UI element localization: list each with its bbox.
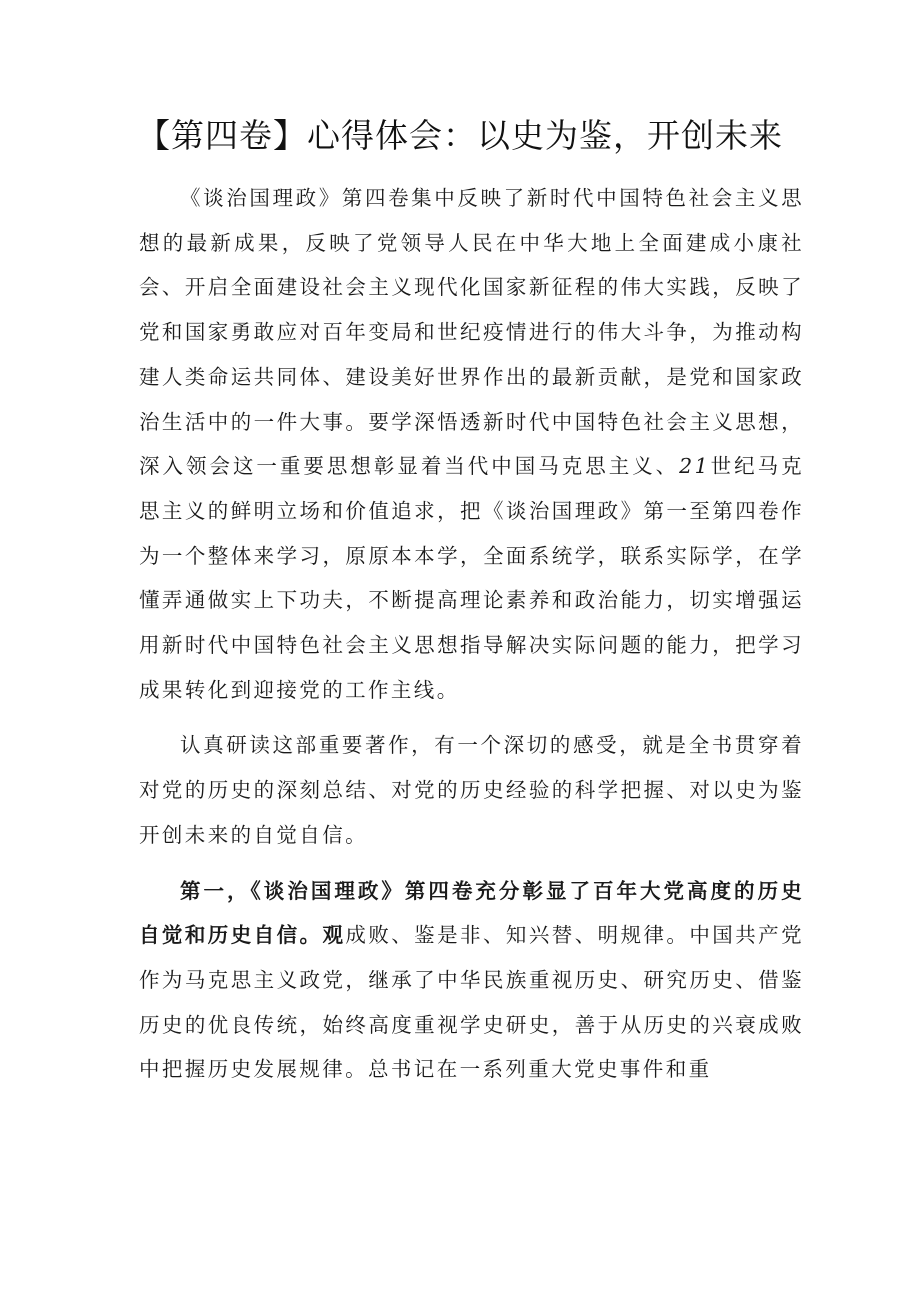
paragraph-3-text: 成败、鉴是非、知兴替、明规律。中国共产党作为马克思主义政党，继承了中华民族重视历史、研究历史、借鉴历史的优良传统，始终高度重视学史研史，善于从历史的兴衰成败中把握历史发展规律。总书记在一系列重大党史事件和重	[139, 923, 804, 1082]
paragraph-1-number: 21	[679, 454, 711, 479]
paragraph-2-text: 认真研读这部重要著作，有一个深切的感受，就是全书贯穿着对党的历史的深刻总结、对党的历史经验的科学把握、对以史为鉴开创未来的自觉自信。	[139, 733, 804, 847]
paragraph-3	[139, 869, 804, 1093]
paragraph-1-text-a: 《谈治国理政》第四卷集中反映了新时代中国特色社会主义思想的最新成果，反映了党领导人民在中华大地上全面建成小康社会、开启全面建设社会主义现代化国家新征程的伟大实践，反映了党和国家勇敢应对百年变局和世纪疫情进行的伟大斗争，为推动构建人类命运共同体、建设美好世界作出的最新贡献，是党和国家政治生活中的一件大事。要学深悟透新时代中国特色社会主义思想，深入领会这一重要思想彰显着当代中国马克思主义、	[139, 186, 804, 479]
paragraph-1-text-b: 世纪马克思主义的鲜明立场和价值追求，把《谈治国理政》第一至第四卷作为一个整体来学习，原原本本学，全面系统学，联系实际学，在学懂弄通做实上下功夫，不断提高理论素养和政治能力，切实增强运用新时代中国特色社会主义思想指导解决实际问题的能力，把学习成果转化到迎接党的工作主线。	[139, 454, 804, 702]
paragraph-3-heading: 第一，《谈治国理政》第四卷充分彰显了百年大党高度的历史自觉和历史自信。观	[139, 878, 804, 948]
document-title: 【第四卷】心得体会：以史为鉴，开创未来	[137, 116, 783, 155]
document-body	[139, 176, 804, 1092]
paragraph-2	[139, 723, 804, 857]
paragraph-1	[139, 176, 804, 712]
